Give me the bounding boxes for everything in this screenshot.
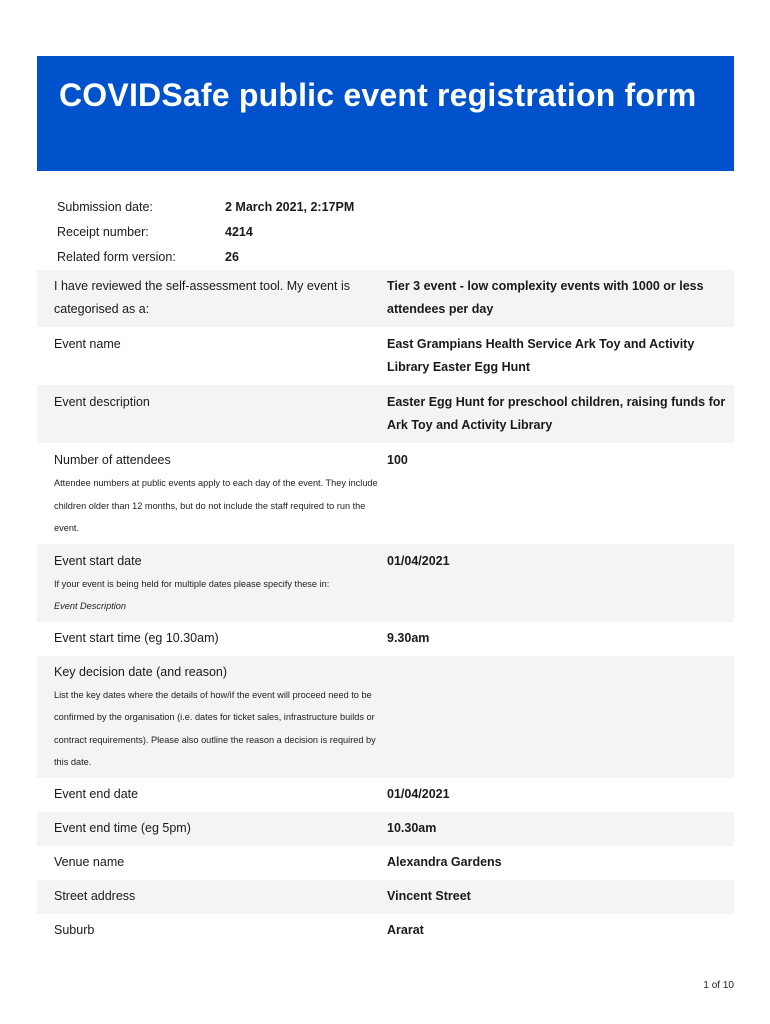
field-help-text: List the key dates where the details of how/if the event will proceed need to be confirmed by the organisation (i.e. dates for ticket sales, infrastructure builds or contract requirements). Please also outline the reason a decision is required by this date. bbox=[54, 689, 376, 767]
field-value: 01/04/2021 bbox=[387, 553, 450, 568]
field-label: Event description bbox=[54, 395, 150, 409]
field-row-end-time bbox=[37, 812, 734, 846]
submission-date-value: 2 March 2021, 2:17PM bbox=[225, 200, 355, 214]
field-value bbox=[387, 661, 734, 774]
field-value: Easter Egg Hunt for preschool children, raising funds for Ark Toy and Activity Library bbox=[387, 395, 726, 432]
field-row-attendees bbox=[37, 443, 734, 544]
page-title: COVIDSafe public event registration form bbox=[59, 77, 697, 113]
field-label: Event start time (eg 10.30am) bbox=[54, 630, 219, 645]
field-row-street-address bbox=[37, 880, 734, 914]
field-value: East Grampians Health Service Ark Toy and Activity Library Easter Egg Hunt bbox=[387, 337, 695, 374]
submission-date-row bbox=[57, 196, 457, 221]
form-version-row bbox=[57, 246, 457, 271]
form-header bbox=[37, 56, 734, 171]
field-row-venue-name bbox=[37, 846, 734, 880]
field-value: Tier 3 event - low complexity events with 1000 or less attendees per day bbox=[387, 279, 704, 316]
submission-meta bbox=[57, 196, 457, 271]
field-help-emphasis: Event Description bbox=[54, 601, 127, 611]
form-version-label: Related form version: bbox=[57, 250, 176, 264]
field-value: Ararat bbox=[387, 922, 424, 937]
field-label: Event end time (eg 5pm) bbox=[54, 820, 191, 835]
field-value: 10.30am bbox=[387, 820, 437, 835]
field-label-group bbox=[37, 661, 387, 774]
field-label-group bbox=[37, 449, 387, 540]
field-row-event-description bbox=[37, 385, 734, 443]
field-value: 01/04/2021 bbox=[387, 786, 450, 801]
field-label: Event name bbox=[54, 337, 121, 351]
field-label: Key decision date (and reason) bbox=[54, 664, 228, 679]
field-row-key-decision-date bbox=[37, 656, 734, 778]
field-value: Alexandra Gardens bbox=[387, 854, 502, 869]
field-label-group bbox=[37, 550, 387, 618]
field-label: Venue name bbox=[54, 854, 125, 869]
field-value: Vincent Street bbox=[387, 888, 471, 903]
submission-date-label: Submission date: bbox=[57, 200, 153, 214]
field-label: Street address bbox=[54, 888, 136, 903]
field-row-event-name bbox=[37, 327, 734, 385]
receipt-number-row bbox=[57, 221, 457, 246]
field-label: Number of attendees bbox=[54, 453, 171, 467]
field-row-start-time bbox=[37, 622, 734, 656]
field-label: Event end date bbox=[54, 786, 139, 801]
field-help-text: Attendee numbers at public events apply to each day of the event. They include children older than 12 months, but do not include the staff required to run the event. bbox=[54, 478, 378, 533]
form-fields bbox=[37, 270, 734, 948]
receipt-number-label: Receipt number: bbox=[57, 225, 149, 239]
field-label: Suburb bbox=[54, 922, 95, 937]
page-number: 1 of 10 bbox=[703, 980, 734, 991]
form-version-value: 26 bbox=[225, 250, 239, 264]
field-row-event-tier bbox=[37, 270, 734, 327]
field-value: 9.30am bbox=[387, 630, 430, 645]
receipt-number-value: 4214 bbox=[225, 225, 253, 239]
field-help-text: If your event is being held for multiple dates please specify these in: bbox=[54, 578, 330, 589]
field-value: 100 bbox=[387, 453, 408, 467]
field-label: I have reviewed the self-assessment tool. My event is categorised as a: bbox=[54, 279, 350, 316]
field-row-end-date bbox=[37, 778, 734, 812]
field-row-start-date bbox=[37, 544, 734, 622]
field-row-suburb bbox=[37, 914, 734, 948]
field-label: Event start date bbox=[54, 553, 142, 568]
